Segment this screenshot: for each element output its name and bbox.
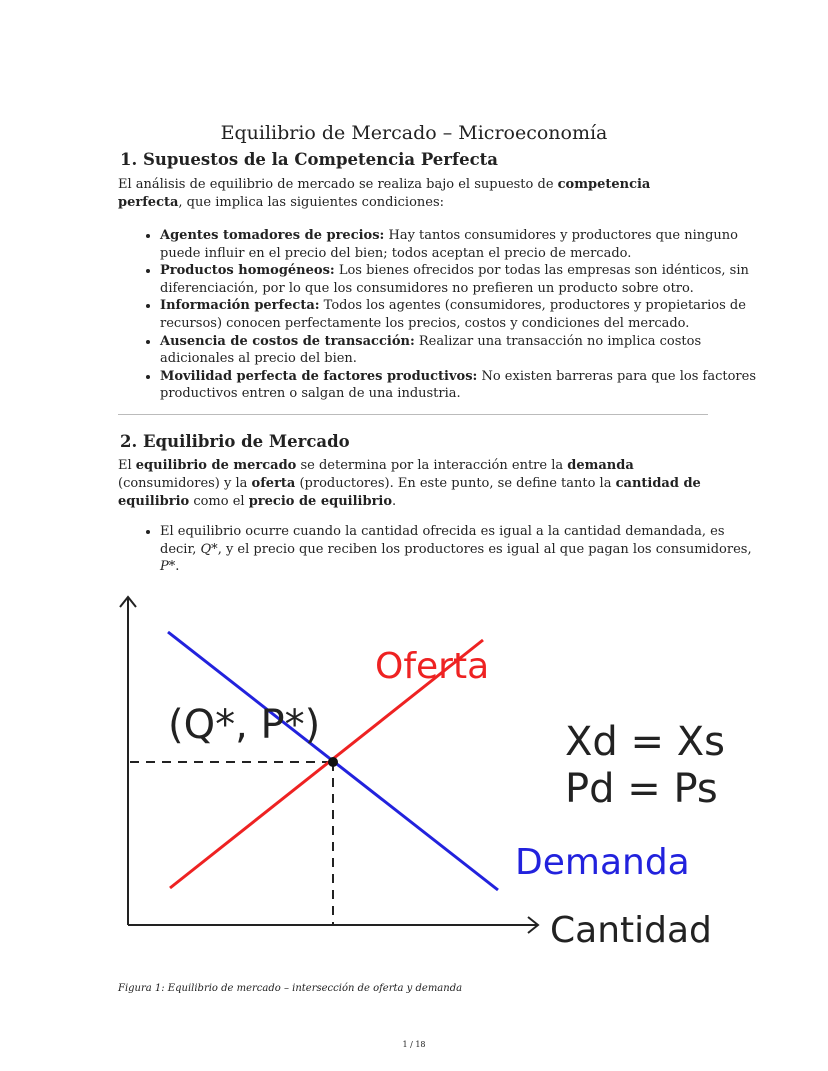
equilibrium-point-label: (Q*, P*) [168,702,321,748]
supply-label: Oferta [375,646,490,687]
section-1-heading: 1. Supuestos de la Competencia Perfecta [120,150,498,169]
list-item: • Ausencia de costos de transacción: Realizar una transacción no implica costos adicionales al precio del bien. [160,333,760,368]
list-item: • El equilibrio ocurre cuando la cantidad ofrecida es igual a la cantidad demandada, es decir, Q*, y el precio que reciben los productores es igual al que pagan los consumidores, P*. [160,523,760,576]
x-axis-label: Cantidad [550,910,712,951]
list-item: • Agentes tomadores de precios: Hay tantos consumidores y productores que ninguno puede influir en el precio del bien; todos aceptan el precio de mercado. [160,227,760,262]
list-item: • Productos homogéneos: Los bienes ofrecidos por todas las empresas son idénticos, sin diferenciación, por lo que los consumidores no prefieren un producto sobre otro. [160,262,760,297]
list-item: • Información perfecta: Todos los agentes (consumidores, productores y propietarios de recursos) conocen perfectamente los precios, costos y condiciones del mercado. [160,297,760,332]
price-equality: Pd = Ps [565,766,718,812]
figure-caption: Figura 1: Equilibrio de mercado – intersección de oferta y demanda [118,983,463,994]
list-item: • Movilidad perfecta de factores productivos: No existen barreras para que los factores productivos entren o salgan de una industria. [160,368,760,403]
demand-label: Demanda [515,842,690,883]
section-2-heading: 2. Equilibrio de Mercado [120,432,350,451]
document-title: Equilibrio de Mercado – Microeconomía [220,122,608,144]
equilibrium-point [328,757,338,767]
quantity-equality: Xd = Xs [565,719,725,765]
section-1-intro: El análisis de equilibrio de mercado se realiza bajo el supuesto de competencia perfecta, que implica las siguientes condiciones: [118,177,651,210]
page-number: 1 / 18 [402,1040,426,1049]
section-2-intro: El equilibrio de mercado se determina por la interacción entre la demanda (consumidores) y la oferta (productores). En este punto, se define tanto la cantidad de equilibrio como el precio de equilibrio. [118,458,701,509]
